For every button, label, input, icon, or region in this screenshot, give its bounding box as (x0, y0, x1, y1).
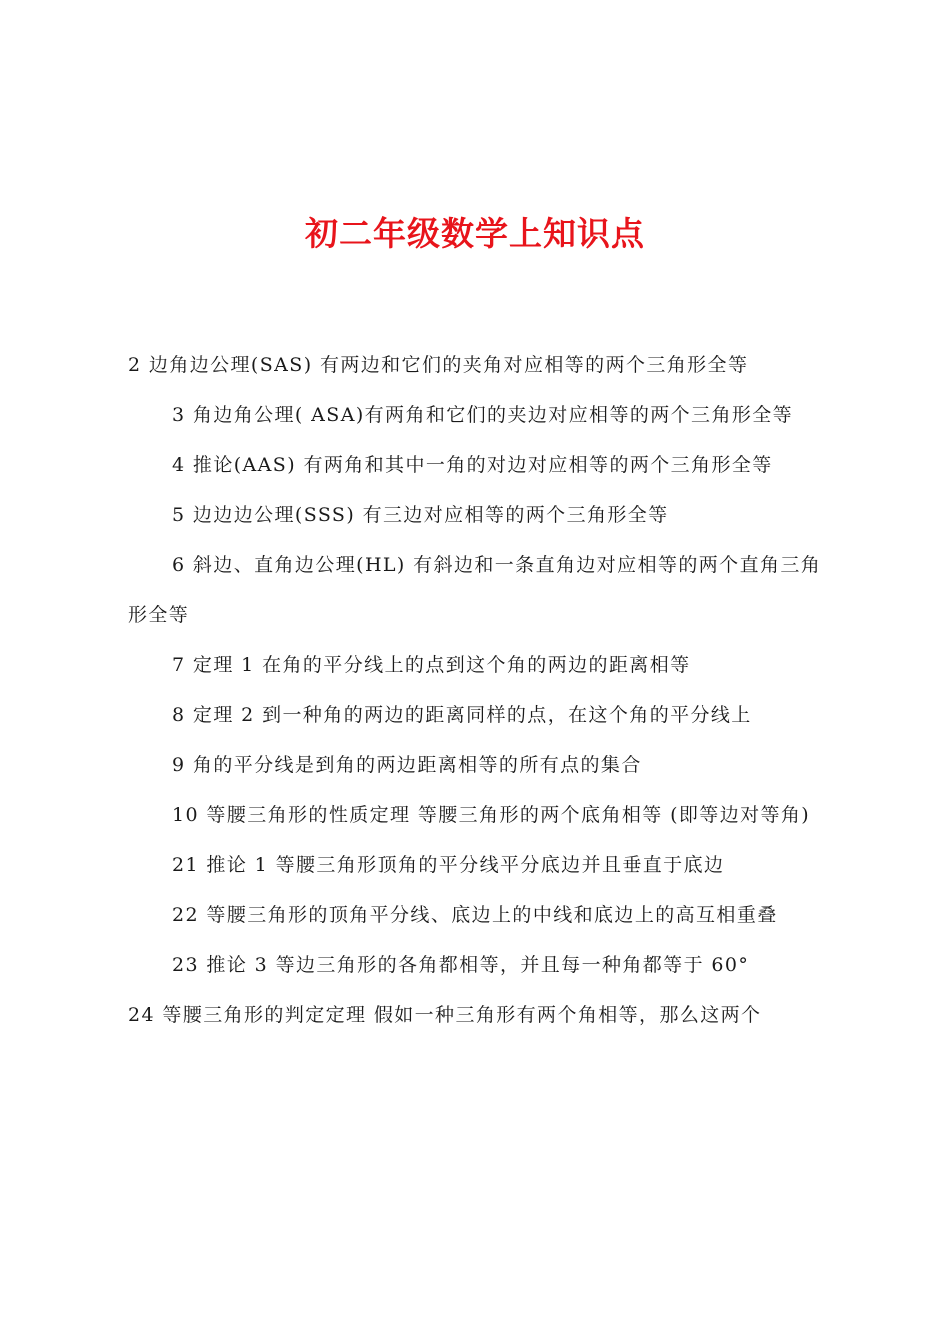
paragraph-asa: 3 角边角公理( ASA)有两角和它们的夹边对应相等的两个三角形全等 (172, 404, 794, 426)
paragraph-theorem-2: 8 定理 2 到一种角的两边的距离同样的点，在这个角的平分线上 (172, 704, 752, 726)
paragraph-hl: 6 斜边、直角边公理(HL) 有斜边和一条直角边对应相等的两个直角三角形全等 (128, 554, 822, 626)
paragraph-isosceles-property: 10 等腰三角形的性质定理 等腰三角形的两个底角相等 (即等边对等角) (172, 804, 811, 826)
document-title: 初二年级数学上知识点 (305, 214, 645, 253)
paragraph-isosceles-criterion: 24 等腰三角形的判定定理 假如一种三角形有两个角相等，那么这两个 (128, 1004, 762, 1026)
paragraph-sas: 2 边角边公理(SAS) 有两边和它们的夹角对应相等的两个三角形全等 (128, 354, 749, 376)
paragraph-sss: 5 边边边公理(SSS) 有三边对应相等的两个三角形全等 (172, 504, 669, 526)
paragraph-corollary-3: 23 推论 3 等边三角形的各角都相等，并且每一种角都等于 60° (172, 954, 750, 976)
paragraph-aas: 4 推论(AAS) 有两角和其中一角的对边对应相等的两个三角形全等 (172, 454, 773, 476)
paragraph-angle-bisector: 9 角的平分线是到角的两边距离相等的所有点的集合 (172, 754, 642, 776)
document-body (128, 340, 832, 1040)
paragraph-theorem-1: 7 定理 1 在角的平分线上的点到这个角的两边的距离相等 (172, 654, 691, 676)
paragraph-corollary-1: 21 推论 1 等腰三角形顶角的平分线平分底边并且垂直于底边 (172, 854, 725, 876)
paragraph-three-lines: 22 等腰三角形的顶角平分线、底边上的中线和底边上的高互相重叠 (172, 904, 778, 926)
